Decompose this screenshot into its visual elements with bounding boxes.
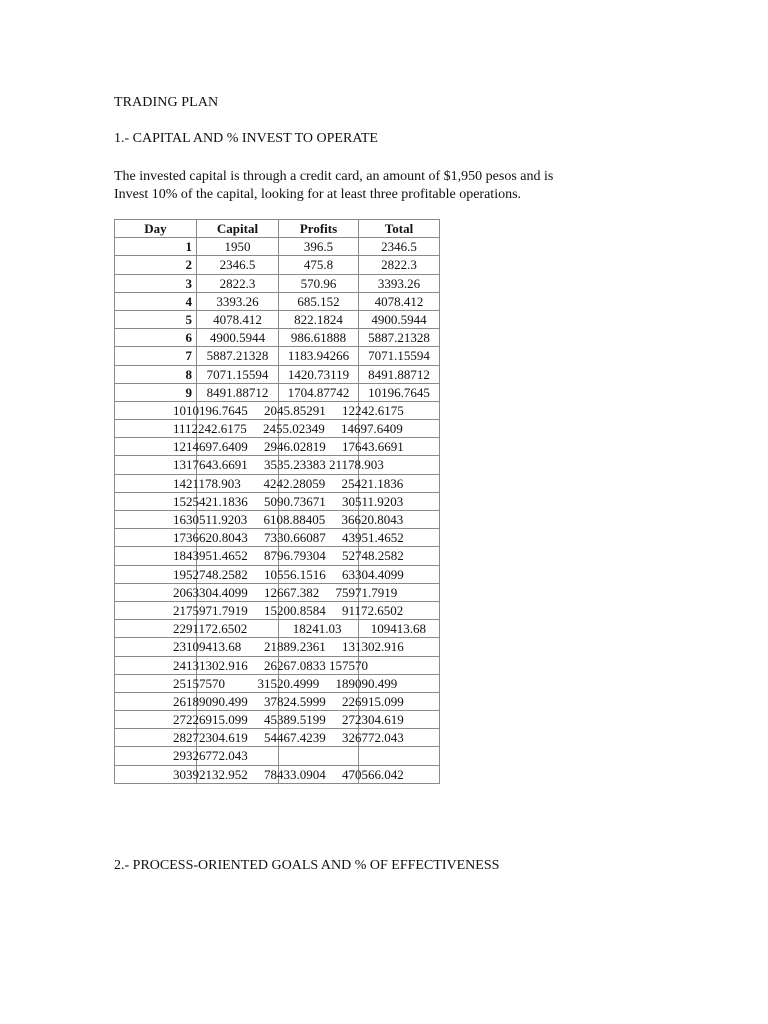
day-cell: [115, 474, 404, 492]
intro-line: The invested capital is through a credit card, an amount of $1,950 pesos and is: [114, 169, 554, 184]
capital-cell: 8491.88712: [197, 383, 279, 401]
capital-cell: 5887.21328: [197, 347, 279, 365]
capital-cell: 3393.26: [197, 292, 279, 310]
total-cell: 2346.5: [359, 238, 440, 256]
day-cell: [115, 438, 404, 456]
day-cell: [115, 729, 404, 747]
row-text: 30392132.952 78433.0904 470566.042: [173, 766, 404, 782]
day-cell: [115, 656, 368, 674]
row-text: 25157570 31520.4999 189090.499: [173, 675, 398, 691]
header-capital: Capital: [197, 220, 279, 238]
profits-cell: 1704.87742: [279, 383, 359, 401]
total-cell: 4078.412: [359, 292, 440, 310]
table-row: [115, 274, 440, 292]
row-text: 29326772.043: [173, 748, 248, 764]
section-heading-goals: 2.- PROCESS-ORIENTED GOALS AND % OF EFFECTIVENESS: [114, 858, 500, 873]
day-cell: [115, 747, 248, 765]
day-cell: [115, 401, 404, 419]
table-body: [115, 238, 440, 784]
profits-cell: 986.61888: [279, 329, 359, 347]
table-row: [115, 474, 440, 492]
table-row: [115, 365, 440, 383]
header-day: Day: [115, 220, 197, 238]
day-cell: 1: [115, 238, 197, 256]
table-row: [115, 601, 440, 619]
row-text: 1736620.8043 7330.66087 43951.4652: [173, 530, 404, 546]
table-row: [115, 692, 440, 710]
total-cell: 7071.15594: [359, 347, 440, 365]
day-cell: [115, 638, 404, 656]
capital-cell: 1950: [197, 238, 279, 256]
day-cell: [115, 529, 404, 547]
day-cell: [115, 765, 404, 783]
profits-cell: 396.5: [279, 238, 359, 256]
table-row: [115, 674, 440, 692]
day-cell: [115, 565, 404, 583]
table-row: [115, 620, 440, 638]
day-cell: [115, 456, 384, 474]
capital-cell: 4078.412: [197, 310, 279, 328]
table-row: [115, 729, 440, 747]
day-cell: [115, 583, 398, 601]
total-cell: 8491.88712: [359, 365, 440, 383]
table-row: [115, 438, 440, 456]
day-cell: [115, 711, 404, 729]
table-row: [115, 656, 440, 674]
header-profits: Profits: [279, 220, 359, 238]
total-cell: 3393.26: [359, 274, 440, 292]
table-header-row: [115, 220, 440, 238]
table-row: [115, 238, 440, 256]
header-total: Total: [359, 220, 440, 238]
row-text: 1952748.2582 10556.1516 63304.4099: [173, 566, 404, 582]
row-text: 1421178.903 4242.28059 25421.1836: [173, 475, 404, 491]
table-row: [115, 401, 440, 419]
day-cell: 8: [115, 365, 197, 383]
row-text: 2291172.6502 18241.03 109413.68: [173, 621, 427, 637]
day-cell: 5: [115, 310, 197, 328]
profits-cell: 1420.73119: [279, 365, 359, 383]
row-text: 1843951.4652 8796.79304 52748.2582: [173, 548, 404, 564]
table-row: [115, 256, 440, 274]
table-row: [115, 456, 440, 474]
profits-cell: 475.8: [279, 256, 359, 274]
profits-cell: 1183.94266: [279, 347, 359, 365]
table-row: [115, 492, 440, 510]
table-row: [115, 329, 440, 347]
row-text: 1214697.6409 2946.02819 17643.6691: [173, 439, 404, 455]
capital-cell: 4900.5944: [197, 329, 279, 347]
row-text: 1317643.6691 3535.23383 21178.903: [173, 457, 384, 473]
row-text: 1010196.7645 2045.85291 12242.6175: [173, 402, 404, 418]
row-text: 1630511.9203 6108.88405 36620.8043: [173, 512, 404, 527]
table-row: [115, 747, 440, 765]
row-text: 1525421.1836 5090.73671 30511.9203: [173, 493, 404, 509]
table-row: [115, 292, 440, 310]
table-row: [115, 310, 440, 328]
row-text: 24131302.916 26267.0833 157570: [173, 657, 368, 673]
day-cell: 2: [115, 256, 197, 274]
profits-cell: 822.1824: [279, 310, 359, 328]
day-cell: [115, 601, 404, 619]
row-text: 28272304.619 54467.4239 326772.043: [173, 730, 404, 746]
row-text: 27226915.099 45389.5199 272304.619: [173, 712, 404, 728]
day-cell: 6: [115, 329, 197, 347]
capital-table: [114, 219, 440, 784]
table-row: [115, 547, 440, 565]
day-cell: 9: [115, 383, 197, 401]
capital-cell: 7071.15594: [197, 365, 279, 383]
table-row: [115, 420, 440, 438]
row-text: 23109413.68 21889.2361 131302.916: [173, 639, 404, 655]
row-text: 2063304.4099 12667.382 75971.7919: [173, 584, 398, 600]
table-row: [115, 638, 440, 656]
table-row: [115, 347, 440, 365]
row-text: 1112242.6175 2455.02349 14697.6409: [173, 421, 403, 437]
intro-paragraph: [114, 168, 594, 204]
table-row: [115, 583, 440, 601]
empty-cell: [359, 747, 440, 765]
total-cell: 2822.3: [359, 256, 440, 274]
table-row: [115, 383, 440, 401]
total-cell: 4900.5944: [359, 310, 440, 328]
empty-cell: [359, 656, 440, 674]
table-row: [115, 765, 440, 783]
day-cell: 7: [115, 347, 197, 365]
day-cell: 3: [115, 274, 197, 292]
profits-cell: 685.152: [279, 292, 359, 310]
intro-line: Invest 10% of the capital, looking for at least three profitable operations.: [114, 187, 522, 202]
day-cell: [115, 547, 404, 565]
empty-cell: [279, 747, 359, 765]
row-text: 2175971.7919 15200.8584 91172.6502: [173, 602, 404, 618]
day-cell: [115, 511, 404, 529]
table-row: [115, 511, 440, 529]
capital-cell: 2822.3: [197, 274, 279, 292]
day-cell: [115, 674, 398, 692]
total-cell: 10196.7645: [359, 383, 440, 401]
page-title: TRADING PLAN: [114, 95, 219, 110]
section-heading-capital: 1.- CAPITAL AND % INVEST TO OPERATE: [114, 131, 378, 146]
day-cell: 4: [115, 292, 197, 310]
day-cell: [115, 492, 404, 510]
day-cell: [115, 420, 403, 438]
profits-cell: 570.96: [279, 274, 359, 292]
table-row: [115, 565, 440, 583]
table-row: [115, 711, 440, 729]
table-row: [115, 529, 440, 547]
row-text: 26189090.499 37824.5999 226915.099: [173, 693, 404, 709]
day-cell: [115, 692, 404, 710]
capital-cell: 2346.5: [197, 256, 279, 274]
day-cell: [115, 620, 427, 638]
total-cell: 5887.21328: [359, 329, 440, 347]
